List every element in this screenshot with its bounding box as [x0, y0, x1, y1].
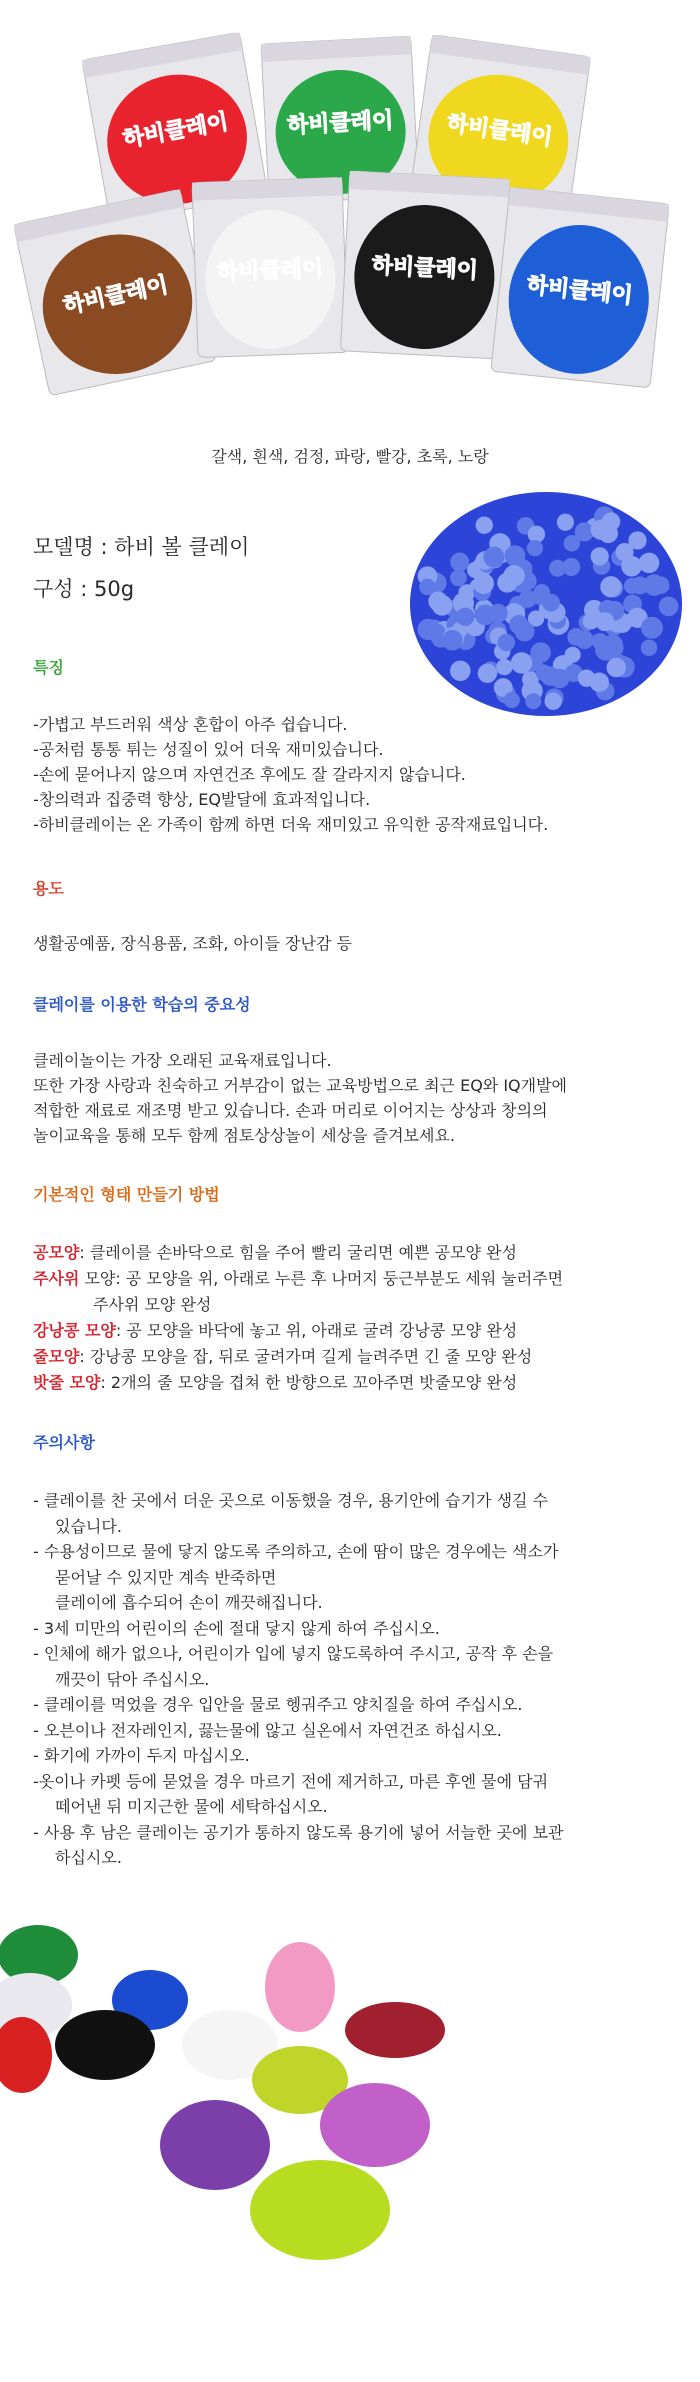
svg-text:하비클레이: 하비클레이	[445, 111, 554, 151]
bead	[602, 512, 620, 530]
bead	[562, 558, 580, 576]
bead	[565, 647, 581, 663]
bead	[550, 669, 570, 689]
learning-heading: 클레이를 이용한 학습의 중요성	[33, 995, 251, 1014]
svg-text:하비클레이: 하비클레이	[371, 253, 479, 284]
bead	[503, 565, 524, 586]
bead	[606, 658, 626, 678]
caution-line: 하십시오.	[55, 1848, 122, 1867]
bead	[602, 634, 623, 655]
bead	[419, 579, 436, 596]
shape-item	[33, 1266, 563, 1292]
learning-line: 적합한 재료로 재조명 받고 있습니다. 손과 머리로 이어지는 상상과 창의의	[33, 1101, 548, 1120]
features-heading: 특징	[33, 658, 64, 677]
bead	[450, 660, 471, 681]
bead	[639, 553, 659, 573]
feature-item: -공처럼 통통 튀는 성질이 있어 더욱 재미있습니다.	[33, 740, 384, 759]
clay-ball	[265, 1942, 335, 2032]
clay-balls-image	[0, 1905, 480, 2262]
bead	[475, 605, 496, 626]
shape-item	[33, 1344, 563, 1370]
features-list	[33, 712, 548, 837]
bead	[478, 664, 497, 683]
shape-item	[33, 1240, 563, 1266]
shape-label: 강낭콩 모양	[33, 1321, 116, 1340]
bead	[652, 577, 669, 594]
clay-package	[192, 177, 348, 357]
bead	[514, 621, 534, 641]
bead	[505, 545, 526, 566]
bead	[450, 569, 467, 586]
shape-text: : 강낭콩 모양을 잡, 뒤로 굴려가며 길게 늘려주면 긴 줄 모양 완성	[79, 1347, 533, 1366]
svg-text:하비클레이: 하비클레이	[61, 272, 171, 320]
bead	[504, 692, 520, 708]
svg-text:하비클레이: 하비클레이	[525, 272, 634, 309]
color-caption: 갈색, 흰색, 검정, 파랑, 빨강, 초록, 노랑	[211, 447, 489, 466]
learning-line: 또한 가장 사랑과 친숙하고 거부감이 없는 교육방법으로 최근 EQ와 IQ개발에	[33, 1076, 568, 1095]
bead	[641, 617, 663, 639]
shape-item	[33, 1292, 563, 1318]
bead	[450, 553, 469, 572]
clay-ball	[55, 2010, 155, 2080]
clay-ball	[160, 2100, 270, 2190]
bead	[616, 543, 634, 561]
shape-item	[33, 1318, 563, 1344]
caution-line: 깨끗이 닦아 주십시오.	[55, 1669, 210, 1689]
feature-item: -손에 묻어나지 않으며 자연건조 후에도 잘 갈라지지 않습니다.	[33, 765, 466, 784]
clay-ball	[320, 2083, 430, 2167]
clay-package	[14, 189, 217, 396]
bead	[659, 596, 679, 616]
clay-package	[340, 171, 509, 359]
learning-text	[33, 1048, 567, 1148]
bead	[498, 634, 515, 651]
shapes-heading: 기본적인 형태 만들기 방법	[33, 1185, 220, 1204]
feature-item: -창의력과 집중력 향상, EQ발달에 효과적입니다.	[33, 790, 371, 809]
clay-package	[491, 187, 669, 388]
caution-line: - 화기에 가까이 두지 마십시오.	[33, 1746, 250, 1765]
bead	[641, 639, 657, 655]
bead	[590, 672, 609, 691]
caution-line: -옷이나 카펫 등에 묻었을 경우 마르기 전에 제거하고, 마른 후엔 물에 담궈	[33, 1771, 549, 1791]
learning-line: 놀이교육을 통해 모두 함께 점토상상놀이 세상을 즐겨보세요.	[33, 1126, 456, 1145]
shapes-list	[33, 1240, 563, 1396]
learning-line: 클레이놀이는 가장 오래된 교육재료입니다.	[33, 1051, 332, 1070]
shape-text: 주사위 모양 완성	[93, 1295, 212, 1314]
bead	[591, 547, 609, 565]
bead	[496, 659, 512, 675]
svg-text:하비클레이: 하비클레이	[121, 109, 231, 153]
bead	[527, 540, 543, 556]
bead	[442, 630, 463, 651]
bead	[542, 594, 560, 612]
clay-ball	[345, 2002, 445, 2058]
caution-line: - 3세 미만의 어린이의 손에 절대 닿지 않게 하여 주십시오.	[33, 1618, 440, 1638]
shape-text: : 2개의 줄 모양을 겹쳐 한 방향으로 꼬아주면 밧줄모양 완성	[100, 1373, 518, 1392]
bead	[536, 665, 553, 682]
shape-label: 줄모양	[33, 1347, 80, 1366]
clay-packages-image	[0, 0, 700, 430]
feature-item: -하비클레이는 온 가족이 함께 하면 더욱 재미있고 유익한 공작재료입니다.	[33, 815, 549, 834]
cautions-heading: 주의사항	[33, 1433, 95, 1452]
caution-line: - 클레이를 먹었을 경우 입안을 물로 헹궈주고 양치질을 하여 주십시오.	[33, 1695, 523, 1714]
shape-text: 모양: 공 모양을 위, 아래로 누른 후 나머지 둥근부분도 세워 눌러주면	[79, 1269, 564, 1288]
caution-line: - 인체에 해가 없으나, 어린이가 입에 넣지 않도록하여 주시고, 공작 후 손을	[33, 1644, 554, 1663]
bead	[544, 693, 561, 710]
bead	[525, 693, 541, 709]
model-name: 모델명 : 하비 볼 클레이	[33, 535, 250, 559]
usage-heading: 용도	[33, 879, 64, 898]
shape-text: : 공 모양을 바닥에 놓고 위, 아래로 굴려 강낭콩 모양 완성	[115, 1321, 518, 1340]
caution-line: - 사용 후 남은 클레이는 공기가 통하지 않도록 용기에 넣어 서늘한 곳에 보관	[33, 1822, 564, 1842]
bead	[473, 573, 494, 594]
usage-text: 생활공예품, 장식용품, 조화, 아이들 장난감 등	[33, 934, 352, 953]
bead	[511, 652, 532, 673]
shape-label: 밧줄 모양	[33, 1373, 101, 1392]
caution-line: 묻어날 수 있지만 계속 반죽하면	[55, 1567, 277, 1587]
shape-item	[33, 1370, 563, 1396]
bead	[567, 628, 585, 646]
caution-line: 떼어낸 뒤 미지근한 물에 세탁하십시오.	[55, 1797, 328, 1816]
svg-text:하비클레이: 하비클레이	[216, 256, 324, 286]
shape-label: 주사위	[33, 1269, 80, 1288]
bead	[483, 547, 504, 568]
feature-item: -가볍고 부드러워 색상 혼합이 아주 쉽습니다.	[33, 715, 348, 734]
bead	[428, 591, 447, 610]
caution-line: 클레이에 흡수되어 손이 깨끗해집니다.	[55, 1593, 323, 1612]
cautions-list	[33, 1488, 564, 1871]
caution-line: - 오븐이나 전자레인지, 끓는물에 않고 실온에서 자연건조 하십시오.	[33, 1720, 502, 1740]
bead	[476, 516, 493, 533]
bead	[557, 514, 574, 531]
shape-text: : 클레이를 손바닥으로 힘을 주어 빨리 굴리면 예쁜 공모양 완성	[79, 1243, 517, 1262]
svg-text:하비클레이: 하비클레이	[286, 108, 394, 139]
blue-foam-beads-image	[408, 490, 684, 718]
caution-line: - 수용성이므로 물에 닿지 않도록 주의하고, 손에 땀이 많은 경우에는 색소가	[33, 1542, 559, 1561]
clay-ball	[250, 2160, 390, 2260]
caution-line: 있습니다.	[55, 1516, 122, 1536]
bead	[600, 576, 621, 597]
bead	[583, 613, 600, 630]
composition: 구성 : 50g	[33, 577, 135, 601]
bead	[456, 608, 474, 626]
shape-label: 공모양	[33, 1243, 80, 1262]
caution-line: - 클레이를 찬 곳에서 더운 곳으로 이동했을 경우, 용기안에 습기가 생길 수	[33, 1491, 549, 1510]
